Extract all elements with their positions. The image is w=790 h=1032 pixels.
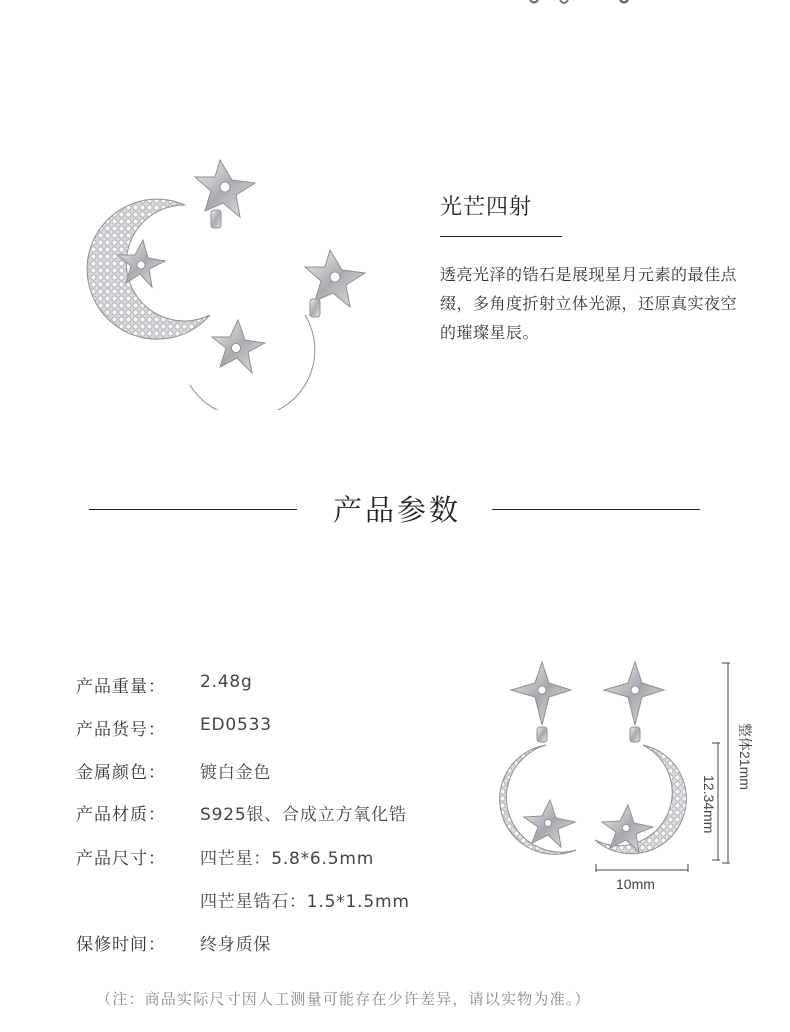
dimension-total-height: 整体21mm	[737, 723, 753, 790]
param-value-stone-size: 四芒星锆石：1.5*1.5mm	[200, 892, 410, 912]
param-value-warranty: 终身质保	[200, 935, 272, 955]
param-value-item-no: ED0533	[200, 715, 272, 735]
param-label-item-no: 产品货号：	[76, 720, 166, 740]
param-label-weight: 产品重量：	[76, 677, 166, 697]
diagram-earring-left	[500, 662, 576, 854]
param-value-star-size: 四芒星：5.8*6.5mm	[200, 849, 375, 869]
section-title: 产品参数	[333, 493, 462, 527]
feature-title: 光芒四射	[440, 195, 533, 220]
section-divider-left	[89, 509, 297, 510]
param-label-color: 金属颜色：	[76, 763, 166, 783]
feature-description: 透亮光泽的锆石是展现星月元素的最佳点缀，多角度折射立体光源，还原真实夜空的璀璨星辰。	[440, 265, 738, 342]
diagram-earring-right	[595, 662, 686, 854]
param-value-weight: 2.48g	[200, 672, 253, 692]
param-label-size: 产品尺寸：	[76, 849, 166, 869]
earring-left	[87, 160, 255, 339]
section-divider-right	[492, 509, 700, 510]
param-label-warranty: 保修时间：	[76, 935, 166, 955]
dimension-width: 10mm	[616, 876, 655, 892]
dimension-diagram	[478, 655, 758, 905]
earring-right	[190, 250, 365, 410]
param-value-color: 镀白金色	[200, 763, 272, 783]
param-value-material: S925银、合成立方氧化锆	[200, 805, 407, 825]
earrings-photo	[70, 150, 380, 410]
footnote: （注：商品实际尺寸因人工测量可能存在少许差异，请以实物为准。）	[96, 990, 591, 1008]
previous-image-edge	[520, 0, 640, 8]
param-label-material: 产品材质：	[76, 805, 166, 825]
feature-title-underline	[440, 236, 562, 237]
dimension-moon-height: 12.34mm	[701, 775, 717, 834]
